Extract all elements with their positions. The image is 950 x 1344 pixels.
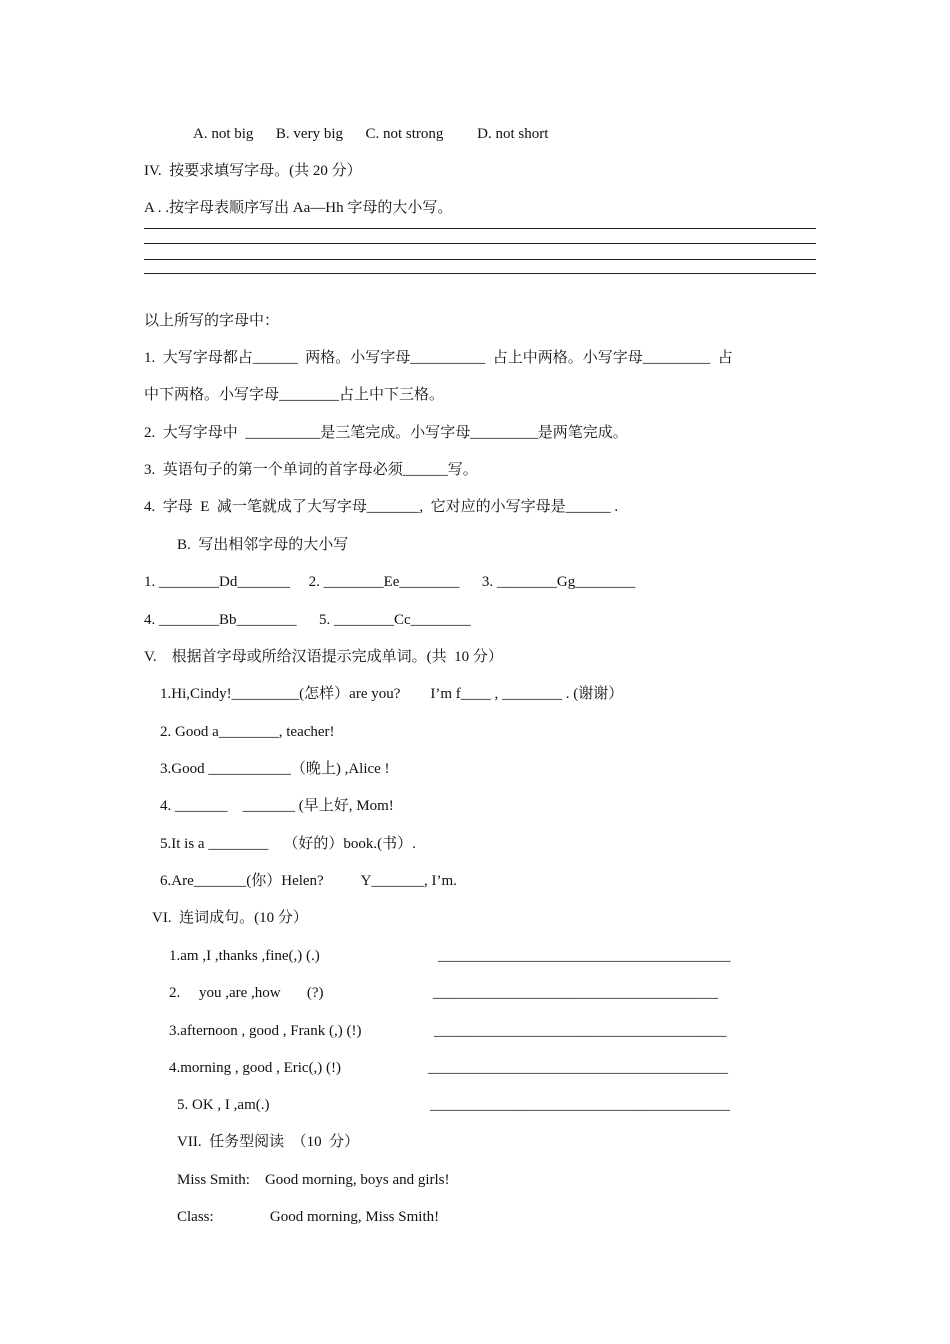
vi-item-3: 3.afternoon , good , Frank (,) (!) bbox=[169, 1023, 362, 1039]
writing-line bbox=[144, 259, 816, 260]
question-1: 1. 大写字母都占______ 两格。小写字母__________ 占上中两格。小写字母_________ 占 bbox=[144, 350, 733, 366]
v-item-5: 5.It is a ________ （好的）book.(书）. bbox=[160, 836, 416, 852]
question-4: 4. 字母 E 减一笔就成了大写字母_______, 它对应的小写字母是______ . bbox=[144, 499, 619, 515]
v-item-2: 2. Good a________, teacher! bbox=[160, 724, 335, 740]
v-item-4: 4. _______ _______ (早上好, Mom! bbox=[160, 798, 394, 814]
letters-intro: 以上所写的字母中： bbox=[144, 313, 280, 329]
dialogue-line-2: Class: Good morning, Miss Smith! bbox=[177, 1209, 440, 1225]
vi-item-4: 4.morning , good , Eric(,) (!) bbox=[169, 1060, 342, 1076]
neighbors-row-2: 4. ________Bb________ 5. ________Cc________ bbox=[144, 612, 471, 628]
vi-item-1: 1.am ,I ,thanks ,fine(,) (.) bbox=[169, 948, 320, 964]
vi-answer-blank-4: ________________________________________ bbox=[428, 1060, 728, 1076]
vi-item-5: 5. OK , I ,am(.) bbox=[177, 1097, 270, 1113]
line-options: A. not big B. very big C. not strong D. not short bbox=[193, 126, 549, 142]
section-v-title: V. 根据首字母或所给汉语提示完成单词。(共 10 分） bbox=[144, 649, 503, 665]
section-iv-b: B. 写出相邻字母的大小写 bbox=[177, 537, 349, 553]
section-vii-title: VII. 任务型阅读 （10 分） bbox=[177, 1134, 360, 1150]
vi-item-2: 2. you ,are ,how (?) bbox=[169, 985, 324, 1001]
vi-answer-blank-1: _______________________________________ bbox=[438, 948, 731, 964]
neighbors-row-1: 1. ________Dd_______ 2. ________Ee________ 3. ________Gg________ bbox=[144, 574, 636, 590]
section-vi-title: VI. 连词成句。(10 分） bbox=[152, 910, 308, 926]
question-2: 2. 大写字母中 __________是三笔完成。小写字母_________是两笔完成。 bbox=[144, 425, 628, 441]
writing-line bbox=[144, 243, 816, 244]
v-item-1: 1.Hi,Cindy!_________(怎样）are you? I’m f____ , ________ . (谢谢） bbox=[160, 686, 624, 702]
writing-line bbox=[144, 273, 816, 274]
section-iv-title: IV. 按要求填写字母。(共 20 分） bbox=[144, 163, 362, 179]
v-item-3: 3.Good ___________（晚上) ,Alice ! bbox=[160, 761, 390, 777]
question-3: 3. 英语句子的第一个单词的首字母必须______写。 bbox=[144, 462, 478, 478]
section-iv-a: A . .按字母表顺序写出 Aa—Hh 字母的大小写。 bbox=[144, 200, 453, 216]
vi-answer-blank-5: ________________________________________ bbox=[430, 1097, 730, 1113]
writing-line bbox=[144, 228, 816, 229]
vi-answer-blank-3: _______________________________________ bbox=[434, 1023, 727, 1039]
question-1-cont: 中下两格。小写字母________占上中下三格。 bbox=[144, 387, 445, 403]
dialogue-line-1: Miss Smith: Good morning, boys and girls! bbox=[177, 1172, 450, 1188]
vi-answer-blank-2: ______________________________________ bbox=[433, 985, 718, 1001]
v-item-6: 6.Are_______(你）Helen? Y_______, I’m. bbox=[160, 873, 457, 889]
